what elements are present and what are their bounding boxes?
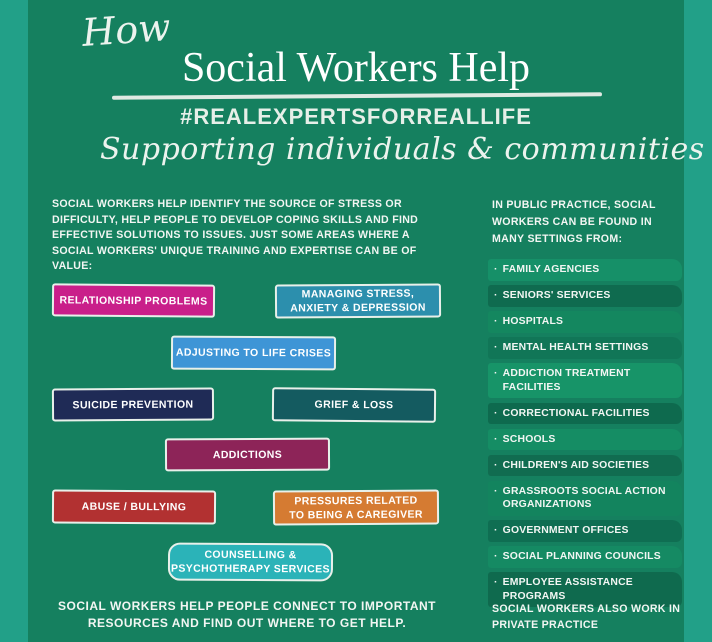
tag-life-crises xyxy=(171,336,336,371)
private-practice-note: SOCIAL WORKERS ALSO WORK IN PRIVATE PRACTICE xyxy=(492,603,681,631)
tag-caregiver-pressures xyxy=(273,489,439,525)
settings-list-item xyxy=(488,429,682,451)
setting-label: SENIORS' SERVICES xyxy=(502,290,611,301)
tag-managing-stress xyxy=(275,283,441,318)
settings-list-item xyxy=(488,285,682,307)
tag-label: ABUSE / BULLYING xyxy=(81,500,187,514)
bullet: · xyxy=(494,525,498,536)
setting-label: CHILDREN'S AID SOCIETIES xyxy=(502,459,650,471)
tag-label: ADDICTIONS xyxy=(212,448,283,461)
settings-list-item xyxy=(488,455,682,477)
bullet: · xyxy=(494,433,498,445)
tag-abuse-bullying xyxy=(52,489,216,524)
settings-list-item xyxy=(488,363,682,398)
tag-label-line: PRESSURES RELATED xyxy=(294,494,418,507)
setting-label: HOSPITALS xyxy=(502,316,564,327)
tag-label-line: TO BEING A CAREGIVER xyxy=(289,508,423,521)
settings-list-item xyxy=(488,403,682,425)
bottom-message-line: RESOURCES AND FIND OUT WHERE TO GET HELP. xyxy=(87,616,407,630)
setting-label: GRASSROOTS SOCIAL ACTION ORGANIZATIONS xyxy=(502,485,666,510)
tag-addictions xyxy=(165,438,330,472)
bullet: · xyxy=(494,290,498,301)
tag-label: ADJUSTING TO LIFE CRISES xyxy=(175,346,332,360)
page-title: Social Workers Help xyxy=(181,45,531,91)
hashtag: #REALEXPERTSFORREALLIFE xyxy=(180,104,532,129)
bottom-message xyxy=(52,598,442,632)
setting-label: CORRECTIONAL FACILITIES xyxy=(502,407,650,419)
tagline: Supporting individuals & communities xyxy=(100,132,705,167)
intro-text: SOCIAL WORKERS HELP IDENTIFY THE SOURCE OF STRESS OR DIFFICULTY, HELP PEOPLE TO DEVELOP COPING SKILLS AND FIND EFFECTIVE SOLUTIONS TO ISSUES. JUST SOME AREAS WHERE A SOCIAL WORKERS' UNIQUE TRAINING AND EXPERTISE CAN BE OF VALUE: xyxy=(52,198,419,272)
tag-relationship-problems xyxy=(52,283,215,317)
tag-counselling xyxy=(168,543,333,582)
bullet: · xyxy=(494,368,498,379)
bullet: · xyxy=(494,342,498,353)
settings-list-item xyxy=(488,259,682,281)
tag-grief-loss xyxy=(272,387,436,422)
setting-label: SCHOOLS xyxy=(502,433,556,445)
setting-label: ADDICTION TREATMENT FACILITIES xyxy=(502,368,631,393)
settings-list-item xyxy=(488,546,682,568)
tag-label-line: MANAGING STRESS, xyxy=(301,287,415,301)
settings-list-item xyxy=(488,520,682,542)
settings-list-item xyxy=(488,481,682,516)
bullet: · xyxy=(494,577,498,588)
settings-list xyxy=(488,259,682,612)
tag-label-line: PSYCHOTHERAPY SERVICES xyxy=(170,562,330,576)
bullet: · xyxy=(494,485,498,497)
tag-label: SUICIDE PREVENTION xyxy=(72,398,194,411)
tag-label: RELATIONSHIP PROBLEMS xyxy=(59,293,208,308)
setting-label: FAMILY AGENCIES xyxy=(502,264,600,275)
how-heading: How xyxy=(80,4,172,56)
bullet: · xyxy=(494,551,498,562)
tag-suicide-prevention xyxy=(52,387,214,421)
setting-label: SOCIAL PLANNING COUNCILS xyxy=(502,551,661,562)
settings-list-item xyxy=(488,311,682,333)
setting-label: MENTAL HEALTH SETTINGS xyxy=(502,342,649,353)
tag-label-line: ANXIETY & DEPRESSION xyxy=(290,301,426,315)
settings-list-item xyxy=(488,337,682,359)
tag-label-line: COUNSELLING & xyxy=(204,548,297,562)
bullet: · xyxy=(494,459,498,471)
bottom-message-line: SOCIAL WORKERS HELP PEOPLE CONNECT TO IMPORTANT xyxy=(58,599,436,613)
tag-label: GRIEF & LOSS xyxy=(314,398,394,412)
bullet: · xyxy=(494,264,498,275)
setting-label: GOVERNMENT OFFICES xyxy=(502,525,629,536)
bullet: · xyxy=(494,316,498,327)
settings-intro: IN PUBLIC PRACTICE, SOCIAL WORKERS CAN BE FOUND IN MANY SETTINGS FROM: xyxy=(492,199,656,245)
bullet: · xyxy=(494,407,498,419)
setting-label: EMPLOYEE ASSISTANCE PROGRAMS xyxy=(502,577,633,602)
